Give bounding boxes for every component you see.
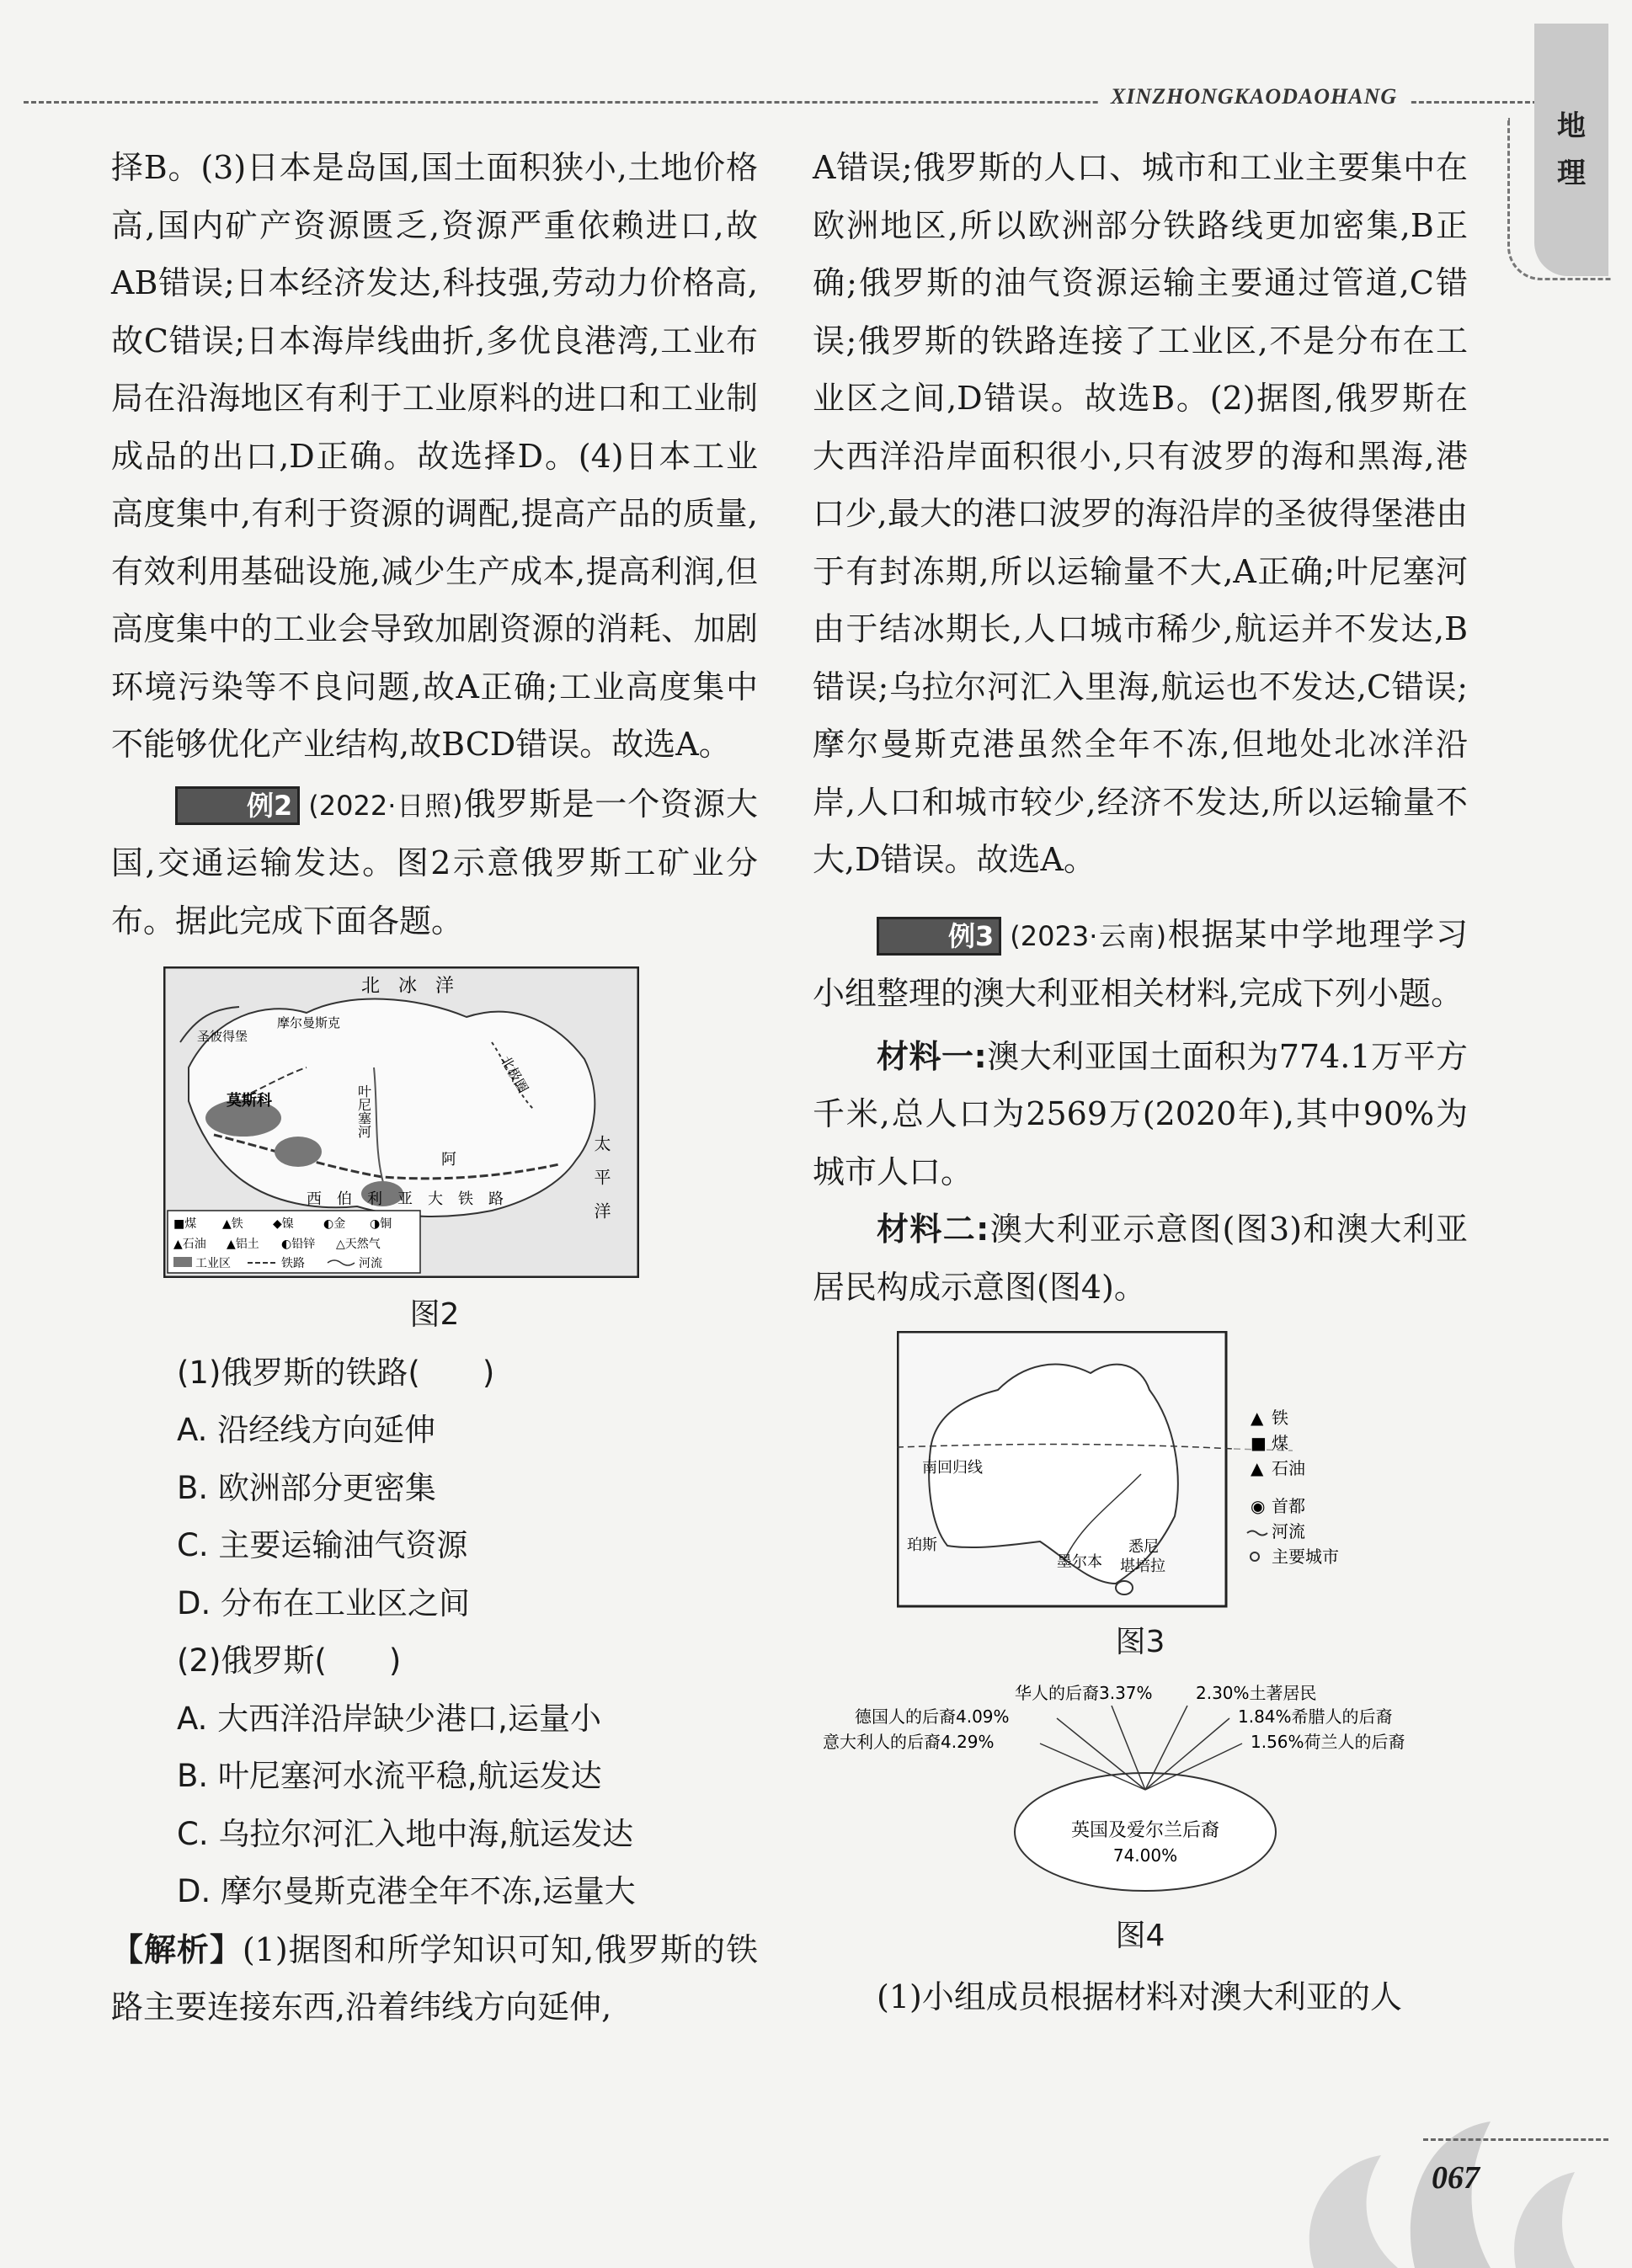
fig4-label-italian: 意大利人的后裔4.29% — [823, 1731, 995, 1752]
map-label-arctic: 北 冰 洋 — [361, 976, 455, 997]
right-para-1: A错误;俄罗斯的人口、城市和工业主要集中在欧洲地区,所以欧洲部分铁路线更加密集,B正确;俄罗斯的油气资源运输主要通过管道,C错误;俄罗斯的铁路连接了工业区,不是分布在工业区之间,D错误。故选B。(2)据图,俄罗斯在大西洋沿岸面积很小,只有波罗的海和黑海,港口少,最大的港口波罗的海沿岸的圣彼得堡港由于有封冻期,所以运输量不大,A正确;叶尼塞河由于结冰期长,人口城市稀少,航运并不发达,B错误;乌拉尔河汇入里海,航运也不发达,C错误;摩尔曼斯克港虽然全年不冻,但地处北冰洋沿岸,人口和城市较少,经济不发达,所以运输量不大,D错误。故选A。 — [813, 149, 1468, 878]
figure-4 — [813, 1680, 1468, 1908]
subject-char-1: 地 — [1557, 109, 1586, 143]
fig3-legend-coal: 煤 — [1272, 1433, 1288, 1453]
map-label-pacific: 太 平 洋 — [591, 1135, 611, 1219]
question-2-option-c: C. 乌拉尔河汇入地中海,航运发达 — [177, 1815, 634, 1852]
legend-item-gold: ◐金 — [323, 1217, 346, 1231]
fig4-label-aboriginal: 2.30%土著居民 — [1196, 1682, 1317, 1703]
map-label-canberra: 堪培拉 — [1120, 1557, 1165, 1575]
example-3-tag: 例3 — [877, 917, 1001, 956]
fig4-main-label: 英国及爱尔兰后裔 — [1070, 1819, 1220, 1841]
analysis-label: 【解析】 — [111, 1930, 243, 1968]
map-label-sydney: 悉尼 — [1128, 1538, 1159, 1556]
example-2-text: 俄罗斯是一个资源大国,交通运输发达。图2示意俄罗斯工矿业分布。据此完成下面各题。 — [111, 785, 758, 940]
figure-2-caption: 图2 — [409, 1297, 460, 1332]
example-3 — [813, 906, 1468, 1023]
fig3-legend-capital: 首都 — [1272, 1496, 1305, 1516]
legend-item-bauxite: ▲铝土 — [227, 1238, 259, 1251]
example-3-source: (2023·云南) — [1010, 919, 1167, 952]
svg-text:◉: ◉ — [1251, 1496, 1266, 1516]
legend-item-coal: ■煤 — [173, 1217, 197, 1231]
left-column — [111, 139, 758, 2036]
material-1-label: 材料一: — [877, 1037, 987, 1075]
material-1-text: 澳大利亚国土面积为774.1万平方千米,总人口为2569万(2020年),其中90%为城市人口。 — [813, 1037, 1468, 1190]
question-1-option-b: B. 欧洲部分更密集 — [177, 1469, 436, 1506]
legend-item-industrial: 工业区 — [195, 1257, 231, 1270]
fig4-label-chinese: 华人的后裔3.37% — [1015, 1682, 1153, 1703]
australia-map — [897, 1331, 1503, 1609]
legend-item-river: 河流 — [359, 1257, 382, 1270]
fig3-legend-iron: 铁 — [1272, 1408, 1288, 1428]
question-2: (2)俄罗斯( ) — [177, 1642, 402, 1679]
fig4-label-german: 德国人的后裔4.09% — [855, 1706, 1010, 1727]
left-para-1: 择B。(3)日本是岛国,国土面积狭小,土地价格高,国内矿产资源匮乏,资源严重依赖进口,故AB错误;日本经济发达,科技强,劳动力价格高,故C错误;日本海岸线曲折,多优良港湾,工业布局在沿海地区有利于工业原料的进口和工业制成品的出口,D正确。故选择D。(4)日本工业高度集中,有利于资源的调配,提高产品的质量,有效利用基础设施,减少生产成本,提高利润,但高度集中的工业会导致加剧资源的消耗、加剧环境污染等不良问题,故A正确;工业高度集中不能够优化产业结构,故BCD错误。故选A。 — [111, 149, 758, 763]
example-3-text: 根据某中学地理学习小组整理的澳大利亚相关材料,完成下列小题。 — [813, 915, 1468, 1012]
analysis-text: (1)据图和所学知识可知,俄罗斯的铁路主要连接东西,沿着纬线方向延伸, — [111, 1930, 758, 2026]
map-label-melbourne: 墨尔本 — [1057, 1553, 1102, 1571]
fig3-legend-river: 河流 — [1272, 1521, 1305, 1541]
decorative-droplets — [1213, 2004, 1617, 2268]
map-label-murmansk: 摩尔曼斯克 — [277, 1015, 341, 1030]
figure-3 — [813, 1331, 1468, 1609]
subject-tab — [1534, 24, 1608, 276]
legend-item-copper: ◑铜 — [370, 1217, 392, 1231]
fig3-legend-city: 主要城市 — [1272, 1547, 1339, 1567]
footer-divider — [1423, 2138, 1608, 2141]
example-2-source: (2022·日照) — [308, 789, 463, 822]
question-3-1: (1)小组成员根据材料对澳大利亚的人 — [877, 1978, 1402, 2015]
material-2-text: 澳大利亚示意图(图3)和澳大利亚居民构成示意图(图4)。 — [813, 1211, 1468, 1306]
svg-text:■: ■ — [1251, 1433, 1267, 1453]
material-2 — [813, 1201, 1468, 1316]
legend-item-nickel: ◆镍 — [273, 1217, 294, 1231]
question-1-option-c: C. 主要运输油气资源 — [177, 1527, 468, 1563]
material-1 — [813, 1028, 1468, 1201]
analysis — [111, 1921, 758, 2036]
map-label-perth: 珀斯 — [907, 1536, 937, 1554]
map-label-arctic-circle: 北极圈 — [497, 1052, 531, 1096]
svg-text:▲: ▲ — [1251, 1408, 1264, 1428]
fig3-legend-oil: 石油 — [1272, 1458, 1305, 1478]
legend-item-gas: △天然气 — [336, 1238, 381, 1251]
subject-char-2: 理 — [1557, 157, 1586, 190]
question-2-option-a: A. 大西洋沿岸缺少港口,运量小 — [177, 1700, 601, 1737]
legend-item-railway: 铁路 — [281, 1257, 305, 1270]
question-1-option-d: D. 分布在工业区之间 — [177, 1584, 471, 1621]
figure-4-caption: 图4 — [1115, 1918, 1165, 1953]
material-2-label: 材料二: — [877, 1211, 989, 1248]
right-column — [813, 139, 1468, 2026]
question-1: (1)俄罗斯的铁路( ) — [177, 1354, 495, 1391]
figure-2 — [111, 966, 758, 1286]
map-label-amur: 阿 — [441, 1151, 456, 1169]
legend-item-lead-zinc: ◐铅锌 — [281, 1238, 316, 1251]
question-1-option-a: A. 沿经线方向延伸 — [177, 1412, 436, 1448]
question-2-option-d: D. 摩尔曼斯克港全年不冻,运量大 — [177, 1873, 636, 1909]
example-2 — [111, 775, 758, 950]
legend-item-oil: ▲石油 — [173, 1238, 206, 1251]
header-brand: XINZHONGKAODAOHANG — [1099, 84, 1409, 109]
question-2-option-b: B. 叶尼塞河水流平稳,航运发达 — [177, 1758, 602, 1794]
legend-item-iron: ▲铁 — [222, 1217, 243, 1231]
map-label-st-petersburg: 圣彼得堡 — [197, 1029, 248, 1044]
map-label-yenisei: 叶尼塞河 — [355, 1084, 372, 1138]
map-label-railway: 西 伯 利 亚 大 铁 路 — [307, 1190, 504, 1208]
map-label-moscow: 莫斯科 — [227, 1092, 272, 1110]
fig4-label-dutch: 1.56%荷兰人的后裔 — [1251, 1731, 1405, 1752]
example-2-tag: 例2 — [175, 786, 300, 825]
svg-text:▲: ▲ — [1251, 1458, 1264, 1478]
fig4-main-value: 74.00% — [1112, 1845, 1178, 1866]
figure-3-caption: 图3 — [1115, 1625, 1165, 1659]
russia-map — [163, 966, 639, 1278]
page-number: 067 — [1432, 2160, 1480, 2196]
fig4-label-greek: 1.84%希腊人的后裔 — [1238, 1706, 1393, 1727]
population-diagram — [813, 1680, 1468, 1908]
map-label-tropic: 南回归线 — [922, 1459, 983, 1477]
